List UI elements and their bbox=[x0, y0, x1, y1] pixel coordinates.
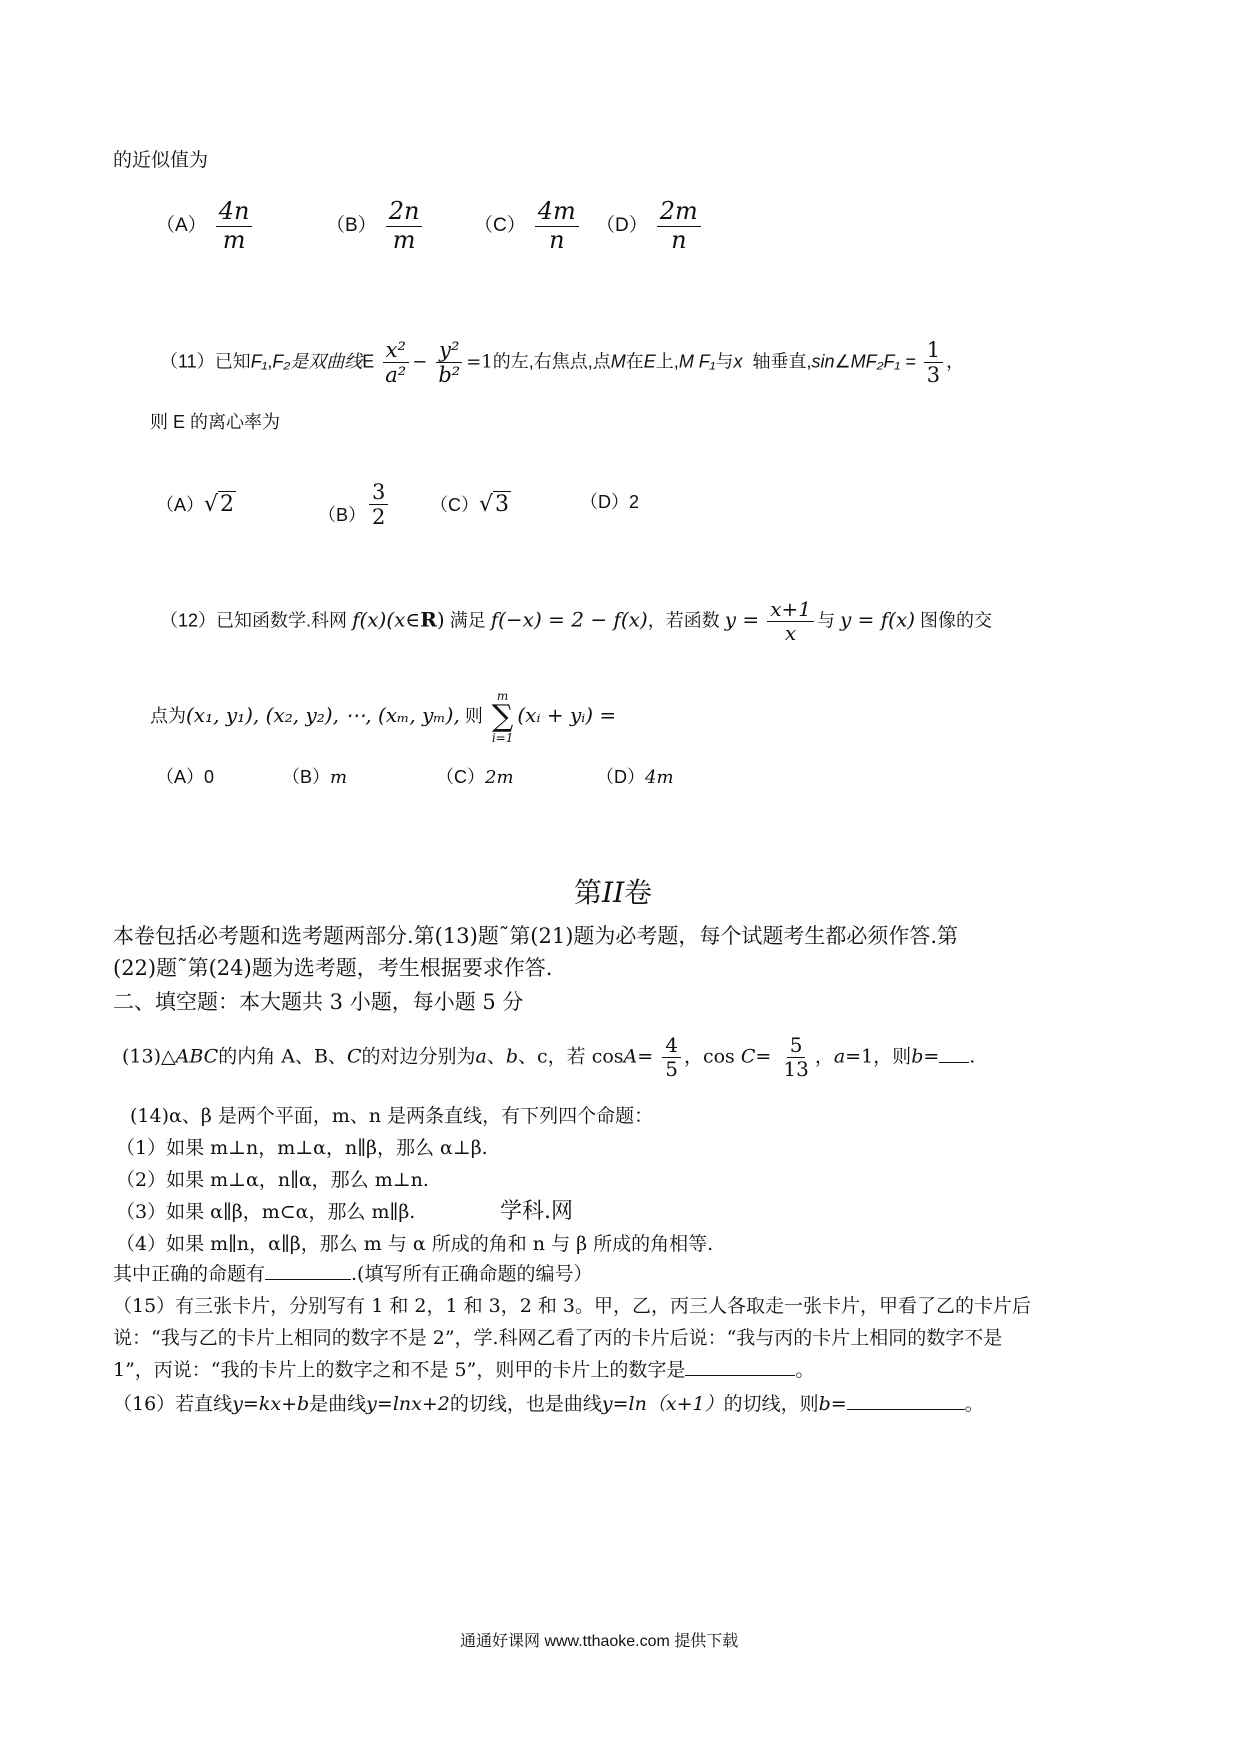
option-fraction: $\frac{4n}{m}$ bbox=[216, 198, 253, 254]
cos-a-value: $\frac{4}{5}$ bbox=[662, 1034, 681, 1081]
q14-item-4: （4）如果 m∥n，α∥β，那么 m 与 α 所成的角和 n 与 β 所成的角相等. bbox=[116, 1233, 714, 1255]
q15-line3: 1”，丙说：“我的卡片上的数字之和不是 5”，则甲的卡片上的数字是 。 bbox=[113, 1359, 815, 1381]
cos-c-value: $\frac{5}{13}$ bbox=[783, 1033, 809, 1081]
q12-line2: 点为(x₁, y₁), (x₂, y₂), ⋯, (xₘ, yₘ), 则 m ∑ i=1 (xᵢ + yᵢ) = bbox=[150, 689, 617, 745]
answer-blank bbox=[685, 1375, 795, 1376]
q12-option-c: （C）2m bbox=[436, 767, 514, 788]
sine-value: $\frac{1}{3}$ bbox=[924, 338, 943, 387]
answer-blank bbox=[939, 1062, 969, 1063]
q13-stem: (13)△ABC的内角 A、B、C的对边分别为a、b、c，若 cosA= $\frac{4}{5}$ ，cos C= $\frac{5}{13}$ ，a=1，则b= . bbox=[122, 1033, 976, 1081]
hyperbola-y-term: $\frac{\text{y²}}{\text{b²}}$ bbox=[435, 338, 463, 387]
option-fraction: $\frac{4m}{n}$ bbox=[535, 198, 579, 254]
option-fraction: $\frac{2n}{m}$ bbox=[386, 198, 423, 254]
q15-line2: 说：“我与乙的卡片上相同的数字不是 2”，学.科网乙看了丙的卡片后说：“我与丙的卡片上相同的数字不是 bbox=[113, 1327, 1003, 1349]
option-label: （C） bbox=[474, 215, 526, 237]
question-number: （12） bbox=[160, 610, 217, 631]
q12-option-d: （D）4m bbox=[596, 767, 674, 788]
option-label: （B） bbox=[326, 215, 377, 237]
q14-answer-line: 其中正确的命题有 .(填写所有正确命题的编号） bbox=[113, 1263, 593, 1285]
section-intro-line2: (22)题˜第(24)题为选考题，考生根据要求作答. bbox=[113, 956, 553, 980]
question-number: （11） bbox=[160, 351, 215, 372]
answer-blank bbox=[847, 1409, 965, 1410]
option-fraction: $\frac{2m}{n}$ bbox=[657, 198, 701, 254]
fill-in-heading: 二、填空题：本大题共 3 小题，每小题 5 分 bbox=[113, 990, 524, 1014]
summation-sign: m ∑ i=1 bbox=[491, 689, 514, 745]
q14-intro: (14)α、β 是两个平面，m、n 是两条直线，有下列四个命题： bbox=[130, 1105, 654, 1127]
q11-option-c: （C）√3 bbox=[430, 492, 510, 517]
section-intro-line1: 本卷包括必考题和选考题两部分.第(13)题˜第(21)题为必考题，每个试题考生都必须作答.第 bbox=[113, 924, 959, 948]
sqrt-symbol: √2 bbox=[204, 492, 235, 517]
q12-option-b: （B）m bbox=[282, 767, 348, 788]
option-label: （A） bbox=[156, 215, 207, 237]
option-label: （D） bbox=[596, 215, 648, 237]
q10-option-d bbox=[596, 198, 704, 254]
watermark-text: 学科.网 bbox=[500, 1199, 573, 1224]
q10-option-a bbox=[156, 198, 255, 254]
q16-stem: （16）若直线y=kx+b是曲线y=lnx+2的切线，也是曲线y=ln（x+1）的切线，则b= 。 bbox=[113, 1393, 984, 1415]
sqrt-symbol: √3 bbox=[479, 492, 510, 517]
q10-continuation: 的近似值为 bbox=[113, 150, 209, 171]
question-number: (13)△ bbox=[122, 1045, 176, 1068]
q14-item-3: （3）如果 α∥β，m⊂α，那么 m∥β. bbox=[116, 1201, 416, 1223]
answer-blank bbox=[265, 1279, 351, 1280]
q14-item-1: （1）如果 m⊥n，m⊥α，n∥β，那么 α⊥β. bbox=[116, 1137, 488, 1159]
q15-line1: （15）有三张卡片，分别写有 1 和 2，1 和 3，2 和 3。甲，乙，丙三人各取走一张卡片，甲看了乙的卡片后 bbox=[113, 1295, 1031, 1317]
q11-line2: 则 E 的离心率为 bbox=[150, 412, 281, 432]
q11-stem: （11）已知F₁,F₂是双曲线E $\frac{\text{x²}}{\text{a²}}$ − $\frac{\text{y²}}{\text{b²}}$ =1的左,右焦点,点M在E上,M F₁与x 轴垂直,sin∠MF₂F₁ = $\frac{1}{3}$ ， bbox=[160, 338, 965, 388]
q10-option-c bbox=[474, 198, 582, 254]
q10-option-b bbox=[326, 198, 425, 254]
hyperbola-x-term: $\frac{\text{x²}}{\text{a²}}$ bbox=[382, 338, 409, 387]
section-title: 第II卷 bbox=[574, 876, 653, 909]
q14-item-2: （2）如果 m⊥α，n∥α，那么 m⊥n. bbox=[116, 1169, 429, 1191]
question-number: （16）若直线 bbox=[113, 1393, 233, 1415]
q11-option-b: （B） $\frac{3}{2}$ bbox=[318, 480, 391, 529]
q11-option-d: （D）2 bbox=[580, 492, 640, 512]
page-footer: 通通好课网 www.tthaoke.com 提供下载 bbox=[460, 1633, 739, 1650]
function-fraction: $\frac{x+1}{x}$ bbox=[767, 598, 814, 645]
q11-option-a: （A）√2 bbox=[156, 492, 235, 517]
q12-stem: （12）已知函数学.科网 f(x)(x∈R) 满足 f(−x) = 2 − f(x)，若函数 y = $\frac{x+1}{x}$ 与 y = f(x) 图像的交 bbox=[160, 597, 993, 645]
q12-option-a: （A）0 bbox=[156, 767, 215, 787]
